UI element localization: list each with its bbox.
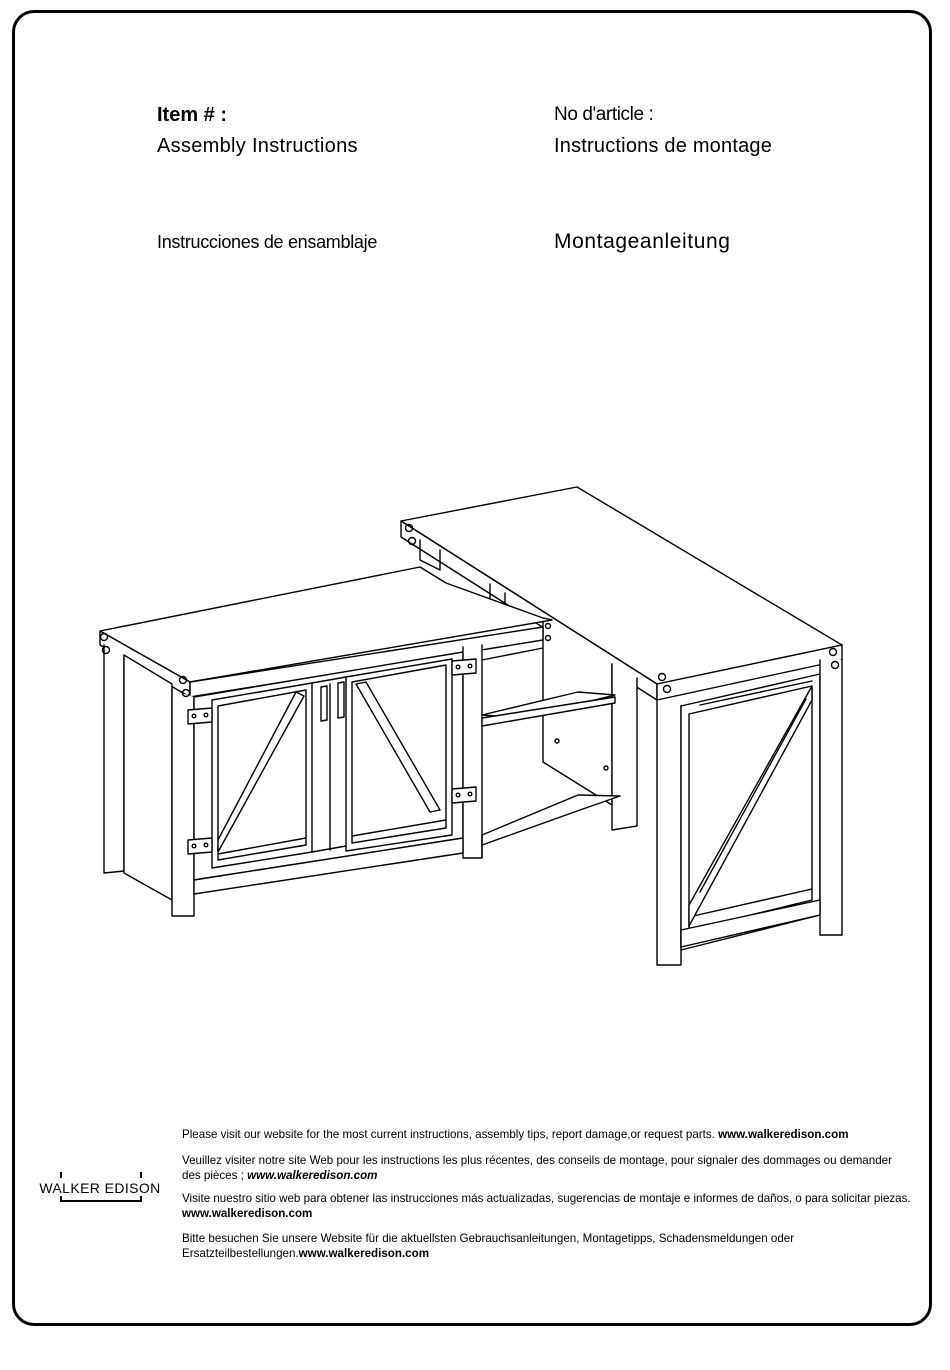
footer-french [182,1153,912,1183]
instructions-montage-title: Instructions de montage [554,135,773,157]
footer-german-url[interactable]: www.walkeredison.com [298,1247,430,1260]
footer-spanish [182,1191,912,1221]
footer-french-url[interactable]: www.walkeredison.com [247,1169,378,1182]
footer-spanish-text: Visite nuestro sitio web para obtener las instrucciones más actualizadas, sugerencias de montaje e informes de daños, o para solicitar piezas. [182,1192,911,1205]
item-number-label: Item # : [157,104,228,126]
cabinet-unit [100,567,620,916]
footer-english-url[interactable]: www.walkeredison.com [718,1128,849,1141]
instrucciones-ensamblaje-title: Instrucciones de ensamblaje [157,232,378,252]
footer-spanish-url[interactable]: www.walkeredison.com [182,1207,313,1220]
no-article-label: No d'article : [554,104,654,125]
footer-french-text: Veuillez visiter notre site Web pour les instructions les plus récentes, des conseils de montage, pour signaler des dommages ou demander des pièces ; [182,1154,892,1182]
montageanleitung-title: Montageanleitung [554,230,731,253]
footer-german [182,1231,912,1261]
footer-english [182,1127,912,1142]
logo-text: WALKER EDISON [39,1180,161,1196]
walker-edison-logo [38,1172,162,1206]
assembly-instructions-title: Assembly Instructions [157,135,358,157]
footer-german-text: Bitte besuchen Sie unsere Website für die aktuellsten Gebrauchsanleitungen, Montagetipps, Schadensmeldungen oder Ersatzteilbestellungen. [182,1232,795,1260]
footer-english-text: Please visit our website for the most current instructions, assembly tips, report damage,or request parts. [182,1128,715,1141]
